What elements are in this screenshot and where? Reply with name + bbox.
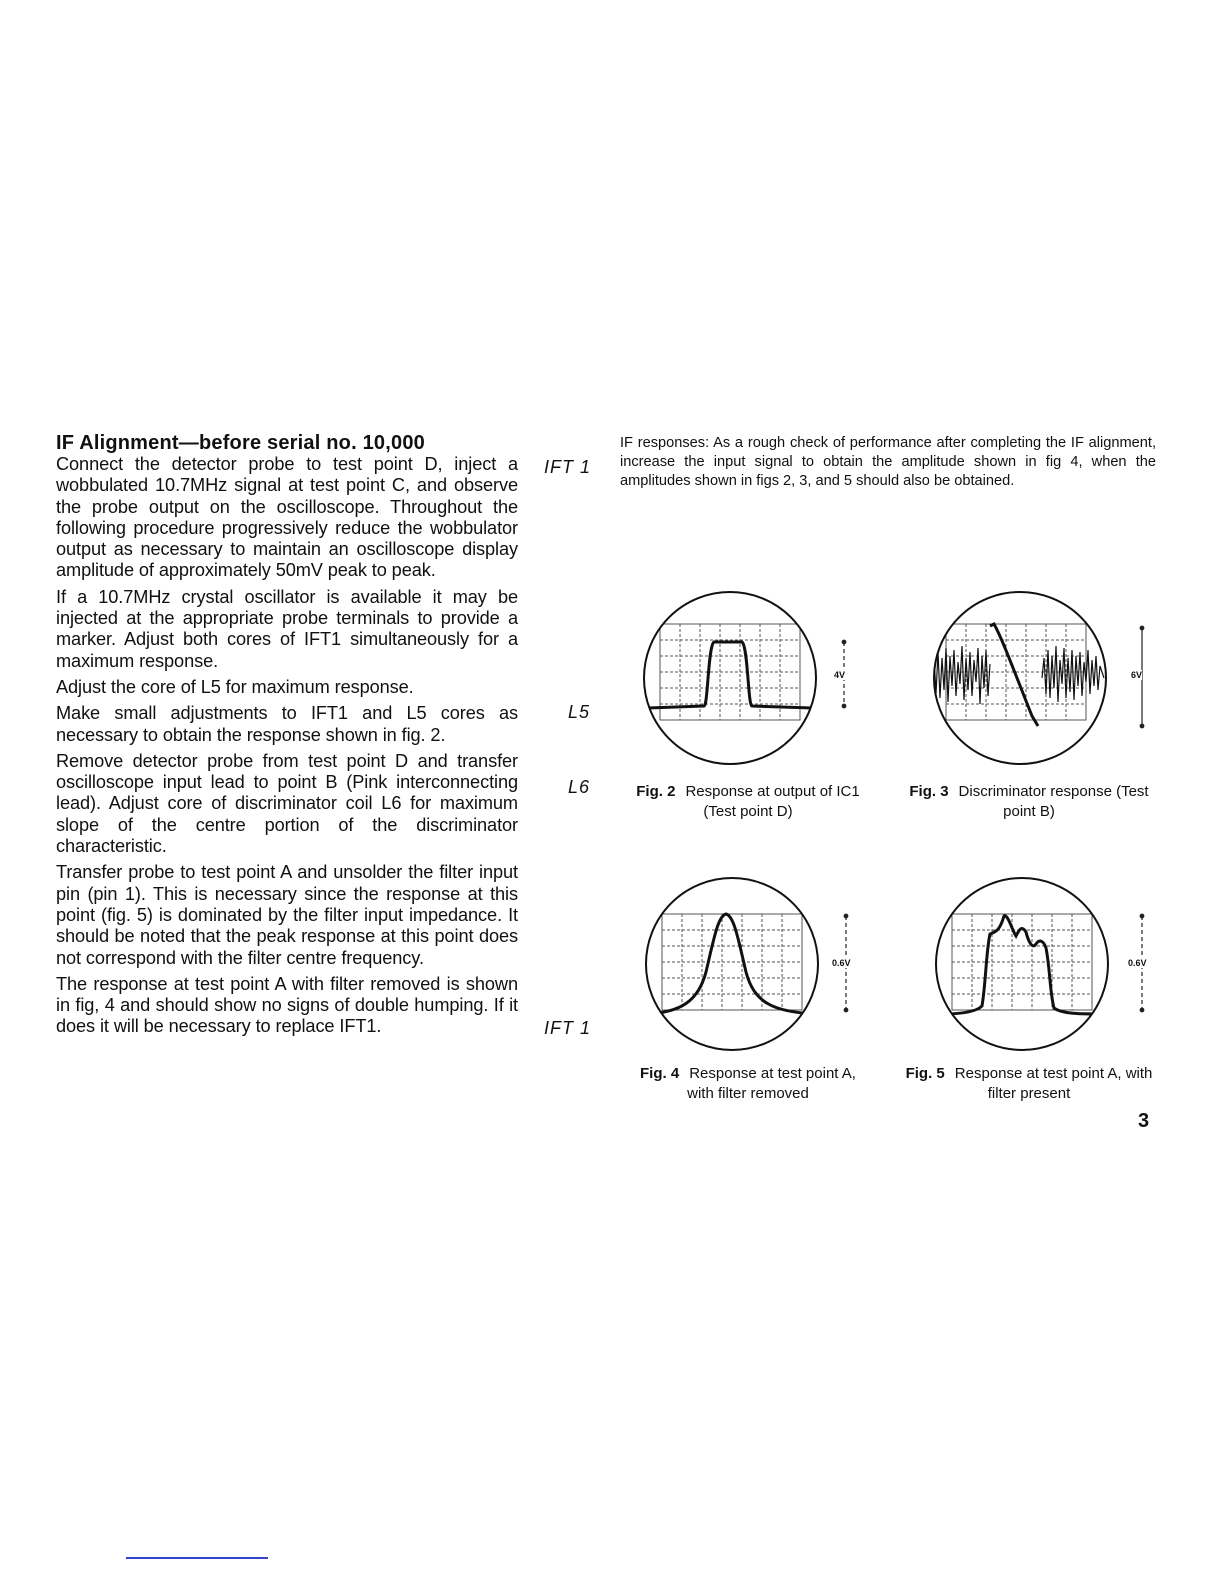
paragraph-discriminator: Remove detector probe from test point D and transfer oscilloscope input lead to point B (Pink interconnecting lead). Adjust core of discriminator coil L6 for maximum slope of the centre portion of the discriminator characteristic. [56, 750, 518, 857]
fig3-amplitude: 6V [1131, 670, 1143, 680]
fig2-oscilloscope [638, 586, 868, 772]
paragraph-small-adjustments: Make small adjustments to IFT1 and L5 cores as necessary to obtain the response shown in fig. 2. [56, 703, 518, 745]
fig5-caption [904, 1064, 1154, 1104]
fig3-trace [990, 624, 1038, 726]
fig2-label: Fig. 2 [636, 783, 676, 800]
fig5-caption-text: Response at test point A, with filter present [954, 1065, 1153, 1102]
fig4-amplitude: 0.6V [832, 958, 851, 968]
paragraph-double-humping: The response at test point A with filter removed is shown in fig, 4 and should show no signs of double humping. If it does it will be necessary to replace IFT1. [56, 973, 518, 1037]
margin-label-l6: L6 [568, 777, 591, 797]
section-heading: IF Alignment—before serial no. 10,000 [56, 432, 425, 454]
fig5-trace [942, 916, 1104, 1014]
paragraph-adjust-l5: Adjust the core of L5 for maximum response. [56, 676, 414, 697]
margin-label-ift1: IFT 1 [544, 457, 592, 477]
fig4-label: Fig. 4 [640, 1065, 680, 1082]
page-number: 3 [1138, 1110, 1150, 1132]
fig2-trace [648, 642, 812, 708]
bottom-rule [126, 1557, 268, 1559]
fig3-noise-left [932, 646, 990, 704]
fig2-caption [628, 782, 868, 822]
fig4-caption [628, 1064, 868, 1104]
margin-label-l5: L5 [568, 702, 591, 722]
main-text-column [56, 432, 518, 1043]
fig5-label: Fig. 5 [905, 1065, 945, 1082]
fig3-caption [904, 782, 1154, 822]
fig3-oscilloscope [924, 586, 1160, 772]
if-responses-intro [620, 434, 1156, 491]
fig4-trace [648, 914, 816, 1014]
paragraph-connect-probe: Connect the detector probe to test point D, inject a wobbulated 10.7MHz signal at test point C, and observe the probe output on the oscilloscope. Throughout the following procedure progressively reduce the wobbulator output as necessary to maintain an oscilloscope display amplitude of approximately 50mV peak to peak. [56, 454, 518, 581]
fig5-oscilloscope [930, 872, 1160, 1058]
intro-lead: IF responses: [620, 435, 710, 451]
fig2-amplitude: 4V [834, 670, 846, 680]
fig4-oscilloscope [640, 872, 870, 1058]
paragraph-crystal-oscillator: If a 10.7MHz crystal oscillator is available it may be injected at the appropriate probe terminals to provide a marker. Adjust both cores of IFT1 simultaneously for a maximum response. [56, 586, 518, 671]
fig4-caption-text: Response at test point A, with filter removed [687, 1065, 856, 1102]
paragraph-filter-input: Transfer probe to test point A and unsolder the filter input pin (pin 1). This is necessary since the response at this point (fig. 5) is dominated by the filter input impedance. It should be noted that the peak response at this point does not correspond with the filter centre frequency. [56, 862, 518, 968]
margin-label-ift1-second: IFT 1 [544, 1018, 592, 1038]
fig3-noise-right [1042, 646, 1104, 702]
fig3-label: Fig. 3 [909, 783, 949, 800]
fig3-caption-text: Discriminator response (Test point B) [958, 783, 1149, 820]
fig2-caption-text: Response at output of IC1 (Test point D) [685, 783, 860, 820]
intro-text: As a rough check of performance after completing the IF alignment, increase the input signal to obtain the amplitude shown in fig 4, when the amplitudes shown in figs 2, 3, and 5 should also be obtained. [620, 435, 1156, 489]
fig5-amplitude: 0.6V [1128, 958, 1147, 968]
